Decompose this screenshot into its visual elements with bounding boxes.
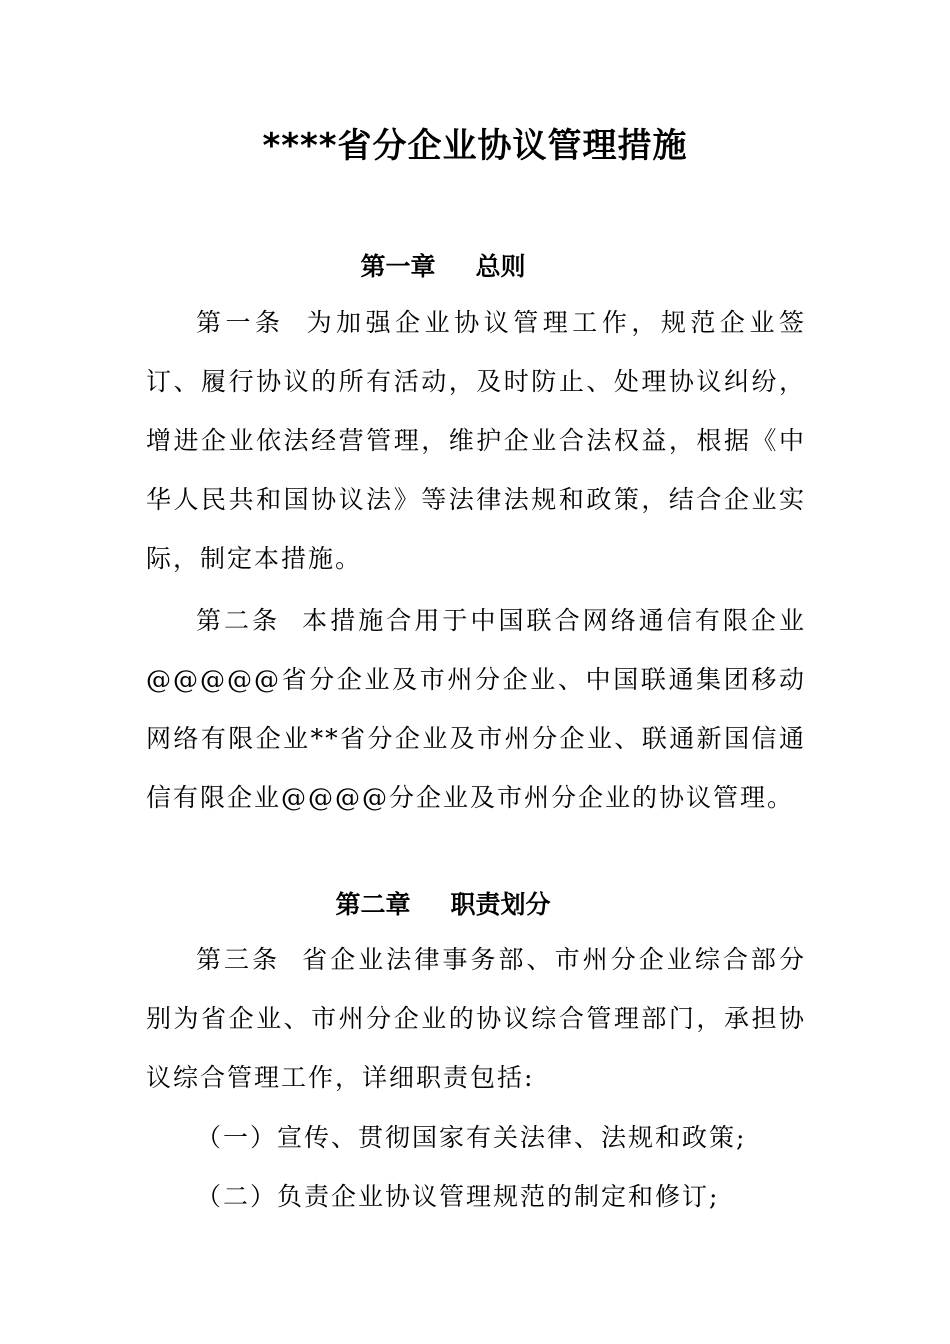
article-text: 为加强企业协议管理工作，规范企业签订、履行协议的所有活动，及时防止、处理协议纠纷，增进企业依法经营管理，维护企业合法权益，根据《中华人民共和国协议法》等法律法规和政策，结合企业实际，制定本措施。 <box>146 308 806 573</box>
chapter-heading-2 <box>0 885 886 921</box>
article-text: 省企业法律事务部、市州分企业综合部分别为省企业、市州分企业的协议综合管理部门，承担协议综合管理工作，详细职责包括: <box>146 945 806 1092</box>
chapter-name: 职责划分 <box>450 890 551 919</box>
article-3 <box>146 930 806 1107</box>
chapter-number: 第一章 <box>360 252 436 281</box>
chapter-number: 第二章 <box>335 890 411 919</box>
article-1 <box>146 293 806 588</box>
chapter-name: 总则 <box>475 252 526 281</box>
document-title: ****省分企业协议管理措施 <box>262 126 688 166</box>
article-label: 第三条 <box>196 945 281 974</box>
article-2 <box>146 591 806 827</box>
article-label: 第二条 <box>196 606 281 635</box>
article-text: 本措施合用于中国联合网络通信有限企业@@@@@省分企业及市州分企业、中国联通集团移动网络有限企业**省分企业及市州分企业、联通新国信通信有限企业@@@@分企业及市州分企业的协议管理。 <box>146 606 806 812</box>
list-item: （一）宣传、贯彻国家有关法律、法规和政策; <box>196 1123 747 1152</box>
chapter-heading-1 <box>0 247 886 283</box>
list-item: （二）负责企业协议管理规范的制定和修订; <box>196 1182 720 1211</box>
article-label: 第一条 <box>196 308 285 337</box>
